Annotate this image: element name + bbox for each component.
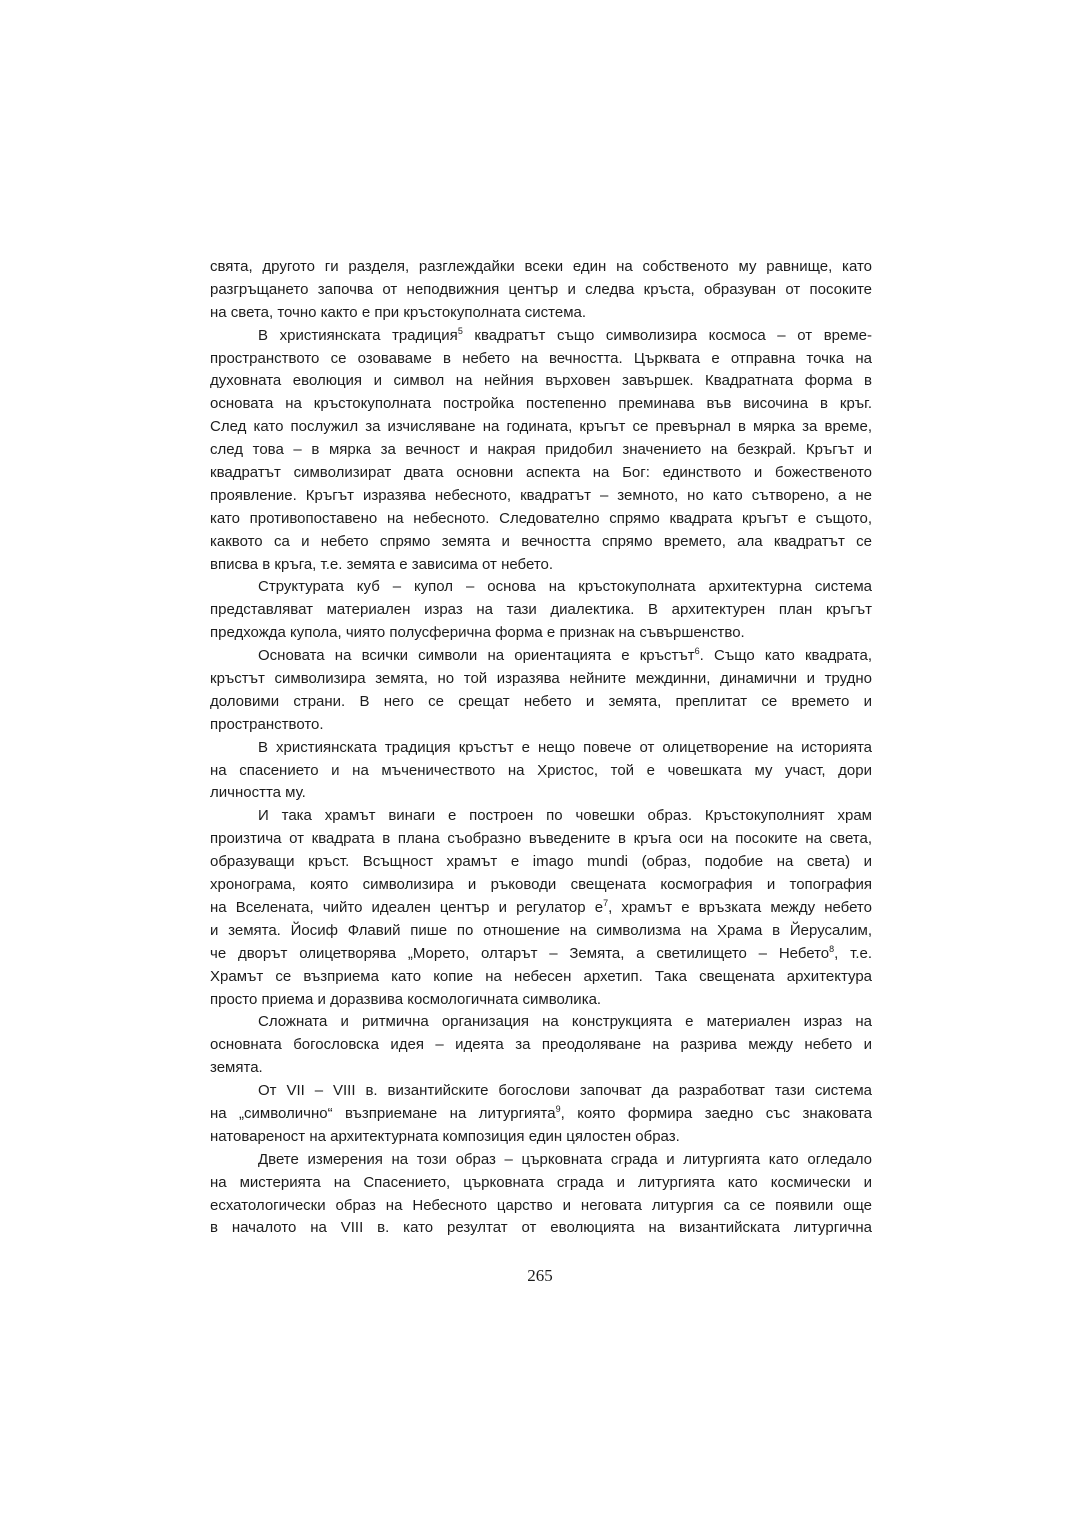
text-line <box>210 943 872 966</box>
text-run: Основата на всички символи на ориентацията е кръстът <box>258 647 695 665</box>
text-run: , която формира заедно със знаковата <box>560 1104 872 1122</box>
footnote-ref: 6 <box>694 646 700 657</box>
text-line <box>210 1172 872 1195</box>
text-run: на „символично“ възприемане на литургията <box>210 1104 556 1122</box>
text-run: пространството се озоваваме в небето на вечността. Църквата е отправна точка на <box>210 349 872 367</box>
text-line <box>210 508 872 531</box>
text-run: От VII – VIII в. византийските богослови започват да разработват тази система <box>258 1082 872 1100</box>
text-line <box>210 989 872 1012</box>
text-run: и земята. Йосиф Флавий пише по отношение на символизма на Храма в Йерусалим, <box>210 921 872 939</box>
text-run: духовната еволюция и символ на нейния върховен завършек. Квадратната форма в <box>210 372 872 390</box>
text-line <box>210 485 872 508</box>
text-run: Храмът се възприема като копие на небесен архетип. Така свещената архитектура <box>210 967 872 985</box>
text-line <box>210 1103 872 1126</box>
text-run: доловими страни. В него се срещат небето и земята, преплитат се времето и <box>210 692 872 710</box>
paragraph <box>210 805 872 1011</box>
text-line <box>210 256 872 279</box>
text-line <box>210 760 872 783</box>
text-line <box>210 851 872 874</box>
text-line <box>210 554 872 577</box>
text-line <box>210 874 872 897</box>
text-line <box>210 1034 872 1057</box>
text-run: , храмът е връзката между небето <box>608 898 872 916</box>
paragraph <box>210 645 872 737</box>
text-line <box>210 828 872 851</box>
text-line <box>210 668 872 691</box>
text-run: натовареност на архитектурната композиция един цялостен образ. <box>210 1127 680 1145</box>
text-run: есхатологически образ на Небесното царство и неговата литургия са се появили още <box>210 1196 872 1214</box>
footnote-ref: 9 <box>555 1103 561 1114</box>
text-run: разгръщането започва от неподвижния център и следва кръста, образуван от посоките <box>210 280 872 298</box>
text-line <box>210 1011 872 1034</box>
text-line <box>210 737 872 760</box>
text-line <box>210 966 872 989</box>
text-line <box>210 645 872 668</box>
text-run: Сложната и ритмична организация на конструкцията е материален израз на <box>258 1013 872 1031</box>
text-line <box>210 920 872 943</box>
text-line <box>210 462 872 485</box>
text-run: че дворът олицетворява „Морето, олтарът – Земята, а светилището – Небето <box>210 944 830 962</box>
text-line <box>210 691 872 714</box>
text-run: пространството. <box>210 715 324 733</box>
text-run: след това – в мярка за вечност и накрая придобил значението на безкрай. Кръгът и <box>210 441 872 459</box>
paragraph <box>210 256 872 325</box>
text-run: , т.е. <box>834 944 872 962</box>
text-line <box>210 531 872 554</box>
text-line <box>210 576 872 599</box>
text-run: каквото са и небето спрямо земята и вечността спрямо времето, ала квадратът се <box>210 532 872 550</box>
text-run: на мистерията на Спасението, църковната сграда и литургията като космически и <box>210 1173 872 1191</box>
text-run: Структурата куб – купол – основа на кръстокуполната архитектурна система <box>258 578 872 596</box>
text-run: земята. <box>210 1059 263 1077</box>
text-run: В християнската традиция <box>258 326 458 344</box>
text-run: личността му. <box>210 784 306 802</box>
text-line <box>210 1126 872 1149</box>
text-line <box>210 279 872 302</box>
text-run: основната богословска идея – идеята за преодоляване на разрива между небето и <box>210 1036 872 1054</box>
text-line <box>210 325 872 348</box>
text-line <box>210 439 872 462</box>
text-run: свята, другото ги разделя, разглеждайки всеки един на собственото му равнище, като <box>210 258 872 275</box>
text-line <box>210 393 872 416</box>
text-run: В християнската традиция кръстът е нещо повече от олицетворение на историята <box>258 738 872 756</box>
paragraph <box>210 1149 872 1241</box>
text-line <box>210 782 872 805</box>
page-number: 265 <box>527 1266 553 1285</box>
text-run: . Също като квадрата, <box>699 647 872 665</box>
text-run: квадратът също символизира космоса – от време- <box>462 326 872 344</box>
text-line <box>210 1217 872 1240</box>
text-run: След като послужил за изчисляване на годината, кръгът се превърнал в мярка за време, <box>210 418 872 436</box>
footnote-ref: 5 <box>457 325 463 336</box>
text-run: вписва в кръга, т.е. земята е зависима от небето. <box>210 555 554 573</box>
text-run: предхожда купола, чиято полусферична форма е признак на съвършенство. <box>210 624 745 642</box>
text-run: И така храмът винаги е построен по човешки образ. Кръстокуполният храм <box>258 807 872 825</box>
text-line <box>210 416 872 439</box>
text-run: на света, точно както е при кръстокуполната система. <box>210 303 587 321</box>
text-line <box>210 302 872 325</box>
footnote-ref: 7 <box>603 897 609 908</box>
text-run: просто приема и доразвива космологичната символика. <box>210 990 602 1008</box>
text-line <box>210 1149 872 1172</box>
text-line <box>210 348 872 371</box>
text-line <box>210 1080 872 1103</box>
text-run: представляват материален израз на тази диалектика. В архитектурен план кръгът <box>210 601 872 619</box>
text-line <box>210 1057 872 1080</box>
paragraph <box>210 737 872 806</box>
paragraph <box>210 576 872 645</box>
text-run: проявление. Кръгът изразява небесното, квадратът – земното, но като сътворено, а не <box>210 486 872 504</box>
text-line <box>210 805 872 828</box>
text-run: хронограма, която символизира и ръководи свещената космография и топография <box>210 876 872 894</box>
paragraph <box>210 325 872 577</box>
text-run: кръстът символизира земята, но той изразява нейните междинни, динамични и трудно <box>210 670 872 688</box>
footnote-ref: 8 <box>829 943 835 954</box>
text-run: образуващи кръст. Всъщност храмът е imago mundi (образ, подобие на света) и <box>210 853 872 871</box>
text-line <box>210 1195 872 1218</box>
text-run: в началото на VIII в. като резултат от еволюцията на византийската литургична <box>210 1219 872 1237</box>
text-run: Двете измерения на този образ – църковната сграда и литургията като огледало <box>258 1150 872 1168</box>
text-run: на Вселената, чийто идеален център и регулатор е <box>210 898 604 916</box>
text-line <box>210 599 872 622</box>
body-text <box>210 256 872 1240</box>
text-line <box>210 622 872 645</box>
text-run: основата на кръстокуполната постройка постепенно преминава във височина в кръг. <box>210 395 872 413</box>
text-run: като противопоставено на небесното. Следователно спрямо квадрата кръгът е същото, <box>210 509 872 527</box>
text-line <box>210 370 872 393</box>
text-line <box>210 897 872 920</box>
paragraph <box>210 1011 872 1080</box>
text-line <box>210 714 872 737</box>
paragraph <box>210 1080 872 1149</box>
text-run: квадратът символизират двата основни аспекта на Бог: единството и божественото <box>210 464 872 482</box>
text-run: произтича от квадрата в плана съобразно въведените в кръга оси на посоките на света, <box>210 830 872 848</box>
text-run: на спасението и на мъченичеството на Христос, той е човешката му участ, дори <box>210 761 872 779</box>
